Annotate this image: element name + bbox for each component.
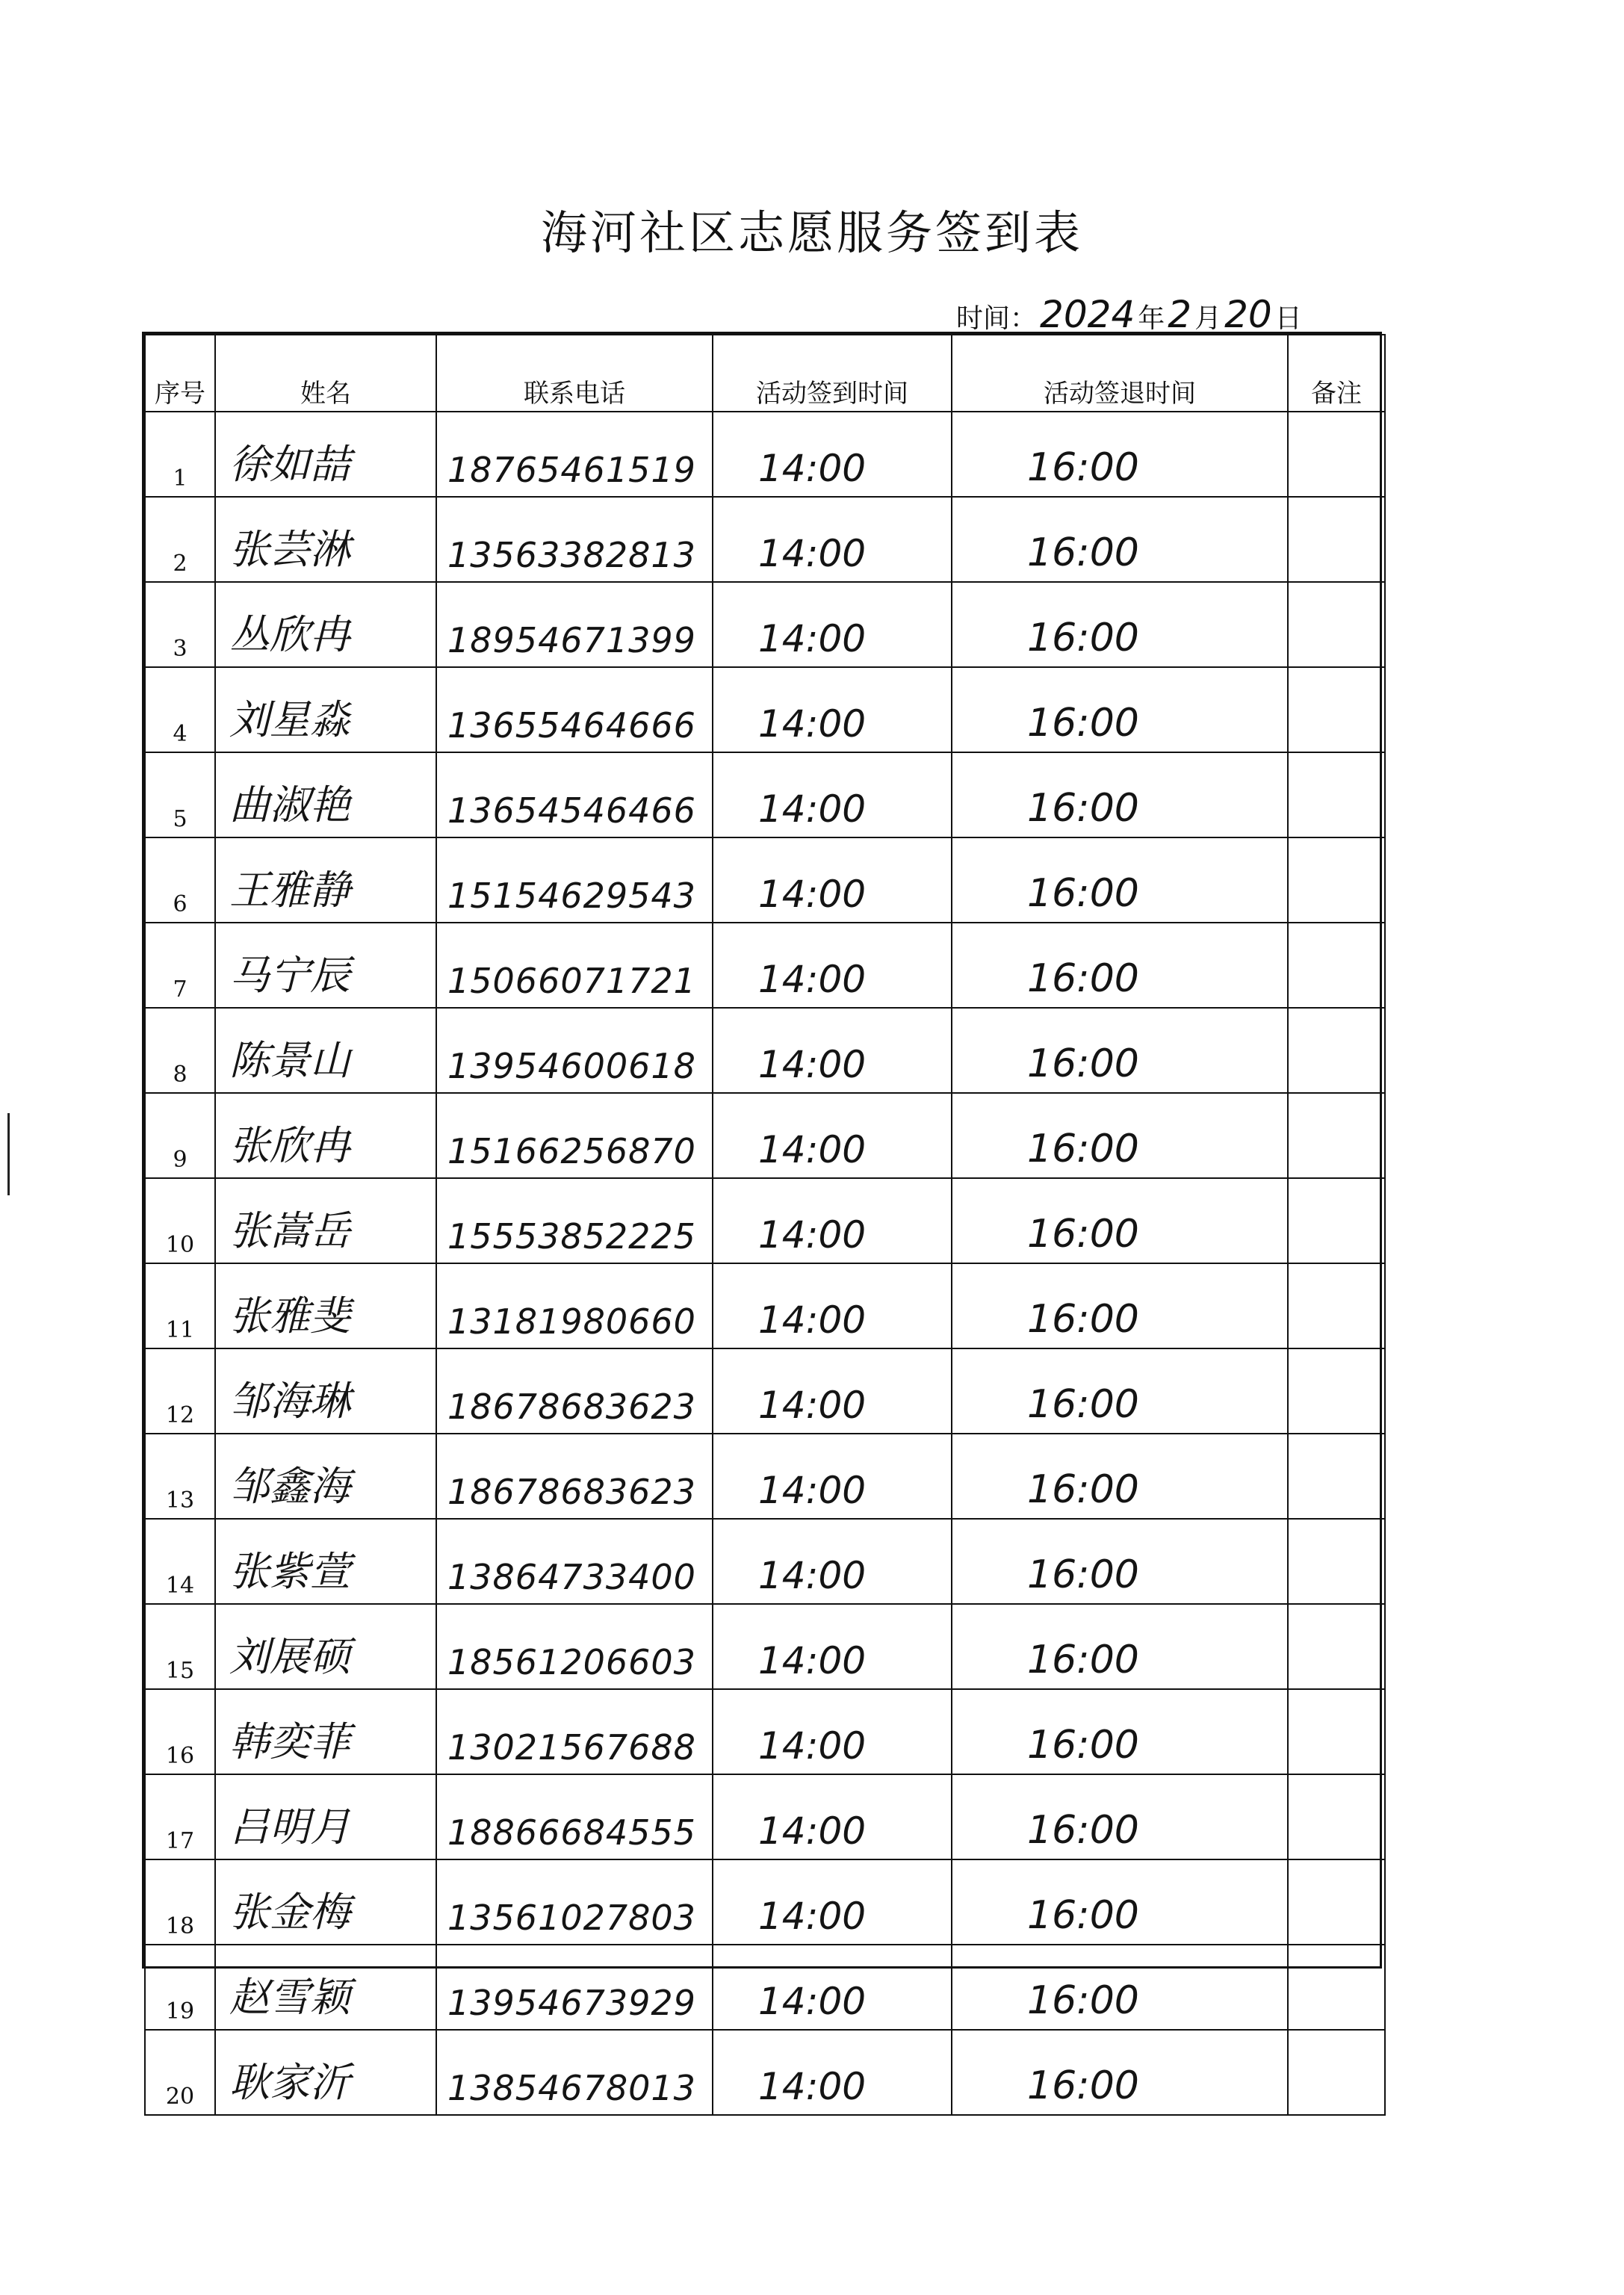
date-day-unit: 日 — [1274, 303, 1302, 334]
row-note — [1288, 923, 1385, 1008]
date-month: 2 — [1168, 293, 1192, 336]
row-check-out: 16:00 — [952, 1774, 1288, 1859]
row-check-out: 16:00 — [952, 837, 1288, 923]
row-name: 邹海琳 — [215, 1348, 436, 1434]
row-check-out: 16:00 — [952, 2030, 1288, 2115]
row-check-in: 14:00 — [713, 1348, 952, 1434]
row-check-in: 14:00 — [713, 667, 952, 752]
row-check-out: 16:00 — [952, 497, 1288, 582]
row-check-in: 14:00 — [713, 1519, 952, 1604]
row-phone: 18678683623 — [436, 1348, 713, 1434]
row-seq: 16 — [145, 1689, 215, 1774]
table-row — [145, 1774, 1385, 1859]
table-row — [145, 1859, 1385, 1945]
row-note — [1288, 1945, 1385, 2030]
row-check-out: 16:00 — [952, 1604, 1288, 1689]
row-check-in: 14:00 — [713, 2030, 952, 2115]
scan-edge-mark — [7, 1113, 10, 1195]
row-seq: 18 — [145, 1859, 215, 1945]
row-check-out: 16:00 — [952, 1434, 1288, 1519]
row-phone: 18561206603 — [436, 1604, 713, 1689]
row-name: 邹鑫海 — [215, 1434, 436, 1519]
row-seq: 3 — [145, 582, 215, 667]
row-check-out: 16:00 — [952, 1859, 1288, 1945]
header-note: 备注 — [1288, 335, 1385, 412]
row-seq: 2 — [145, 497, 215, 582]
row-note — [1288, 1434, 1385, 1519]
row-name: 刘展硕 — [215, 1604, 436, 1689]
row-name: 刘星淼 — [215, 667, 436, 752]
row-phone: 15066071721 — [436, 923, 713, 1008]
header-seq: 序号 — [145, 335, 215, 412]
row-note — [1288, 1263, 1385, 1348]
row-phone: 18866684555 — [436, 1774, 713, 1859]
row-name: 曲淑艳 — [215, 752, 436, 837]
row-check-in: 14:00 — [713, 412, 952, 497]
document-title: 海河社区志愿服务签到表 — [540, 205, 1083, 260]
row-seq: 15 — [145, 1604, 215, 1689]
row-phone: 15553852225 — [436, 1178, 713, 1263]
row-note — [1288, 582, 1385, 667]
row-check-in: 14:00 — [713, 582, 952, 667]
table-row — [145, 582, 1385, 667]
row-check-in: 14:00 — [713, 1689, 952, 1774]
header-name: 姓名 — [215, 335, 436, 412]
row-seq: 13 — [145, 1434, 215, 1519]
row-note — [1288, 1008, 1385, 1093]
row-phone: 15166256870 — [436, 1093, 713, 1178]
row-seq: 6 — [145, 837, 215, 923]
row-check-out: 16:00 — [952, 1093, 1288, 1178]
row-seq: 12 — [145, 1348, 215, 1434]
table-row — [145, 667, 1385, 752]
row-phone: 13021567688 — [436, 1689, 713, 1774]
row-check-in: 14:00 — [713, 1604, 952, 1689]
header-check-in: 活动签到时间 — [713, 335, 952, 412]
row-note — [1288, 837, 1385, 923]
row-check-out: 16:00 — [952, 1178, 1288, 1263]
table-row — [145, 837, 1385, 923]
row-note — [1288, 2030, 1385, 2115]
row-name: 马宁辰 — [215, 923, 436, 1008]
row-note — [1288, 1519, 1385, 1604]
row-note — [1288, 752, 1385, 837]
table-row — [145, 1093, 1385, 1178]
row-seq: 14 — [145, 1519, 215, 1604]
row-name: 张紫萱 — [215, 1519, 436, 1604]
row-name: 张芸淋 — [215, 497, 436, 582]
row-name: 丛欣冉 — [215, 582, 436, 667]
row-check-in: 14:00 — [713, 1859, 952, 1945]
row-check-out: 16:00 — [952, 1008, 1288, 1093]
row-check-out: 16:00 — [952, 667, 1288, 752]
row-seq: 20 — [145, 2030, 215, 2115]
table-row — [145, 1178, 1385, 1263]
row-check-in: 14:00 — [713, 1178, 952, 1263]
row-name: 韩奕菲 — [215, 1689, 436, 1774]
row-seq: 7 — [145, 923, 215, 1008]
row-seq: 8 — [145, 1008, 215, 1093]
row-name: 张金梅 — [215, 1859, 436, 1945]
row-name: 张欣冉 — [215, 1093, 436, 1178]
row-phone: 13954673929 — [436, 1945, 713, 2030]
row-seq: 11 — [145, 1263, 215, 1348]
row-name: 王雅静 — [215, 837, 436, 923]
row-seq: 4 — [145, 667, 215, 752]
row-phone: 13561027803 — [436, 1859, 713, 1945]
row-note — [1288, 497, 1385, 582]
row-check-in: 14:00 — [713, 923, 952, 1008]
row-phone: 18678683623 — [436, 1434, 713, 1519]
row-check-in: 14:00 — [713, 1945, 952, 2030]
row-phone: 18765461519 — [436, 412, 713, 497]
date-year-unit: 年 — [1138, 303, 1165, 334]
row-phone: 13654546466 — [436, 752, 713, 837]
row-phone: 13181980660 — [436, 1263, 713, 1348]
row-check-in: 14:00 — [713, 1093, 952, 1178]
table-row — [145, 1604, 1385, 1689]
row-check-out: 16:00 — [952, 412, 1288, 497]
sign-in-sheet — [142, 332, 1382, 2110]
row-name: 张嵩岳 — [215, 1178, 436, 1263]
date-year: 2024 — [1040, 293, 1135, 336]
row-phone: 13563382813 — [436, 497, 713, 582]
row-name: 吕明月 — [215, 1774, 436, 1859]
table-row — [145, 1519, 1385, 1604]
table-row — [145, 497, 1385, 582]
row-check-in: 14:00 — [713, 1008, 952, 1093]
row-phone: 13864733400 — [436, 1519, 713, 1604]
header-phone: 联系电话 — [436, 335, 713, 412]
row-check-in: 14:00 — [713, 1434, 952, 1519]
row-seq: 17 — [145, 1774, 215, 1859]
row-note — [1288, 1093, 1385, 1178]
row-check-in: 14:00 — [713, 752, 952, 837]
row-check-out: 16:00 — [952, 1945, 1288, 2030]
table-row — [145, 2030, 1385, 2115]
table-header-row — [145, 335, 1385, 412]
table-row — [145, 1263, 1385, 1348]
row-seq: 5 — [145, 752, 215, 837]
row-check-out: 16:00 — [952, 1689, 1288, 1774]
row-note — [1288, 412, 1385, 497]
row-check-in: 14:00 — [713, 1263, 952, 1348]
row-note — [1288, 1604, 1385, 1689]
row-note — [1288, 667, 1385, 752]
row-check-out: 16:00 — [952, 1263, 1288, 1348]
date-line — [956, 293, 1302, 338]
sign-in-table — [144, 334, 1386, 2116]
row-check-in: 14:00 — [713, 837, 952, 923]
row-phone: 13854678013 — [436, 2030, 713, 2115]
date-month-unit: 月 — [1194, 303, 1222, 334]
row-phone: 13655464666 — [436, 667, 713, 752]
table-row — [145, 1434, 1385, 1519]
row-note — [1288, 1689, 1385, 1774]
row-check-in: 14:00 — [713, 1774, 952, 1859]
date-day: 20 — [1224, 293, 1272, 336]
table-row — [145, 1008, 1385, 1093]
row-seq: 9 — [145, 1093, 215, 1178]
row-check-in: 14:00 — [713, 497, 952, 582]
row-note — [1288, 1178, 1385, 1263]
row-phone: 13954600618 — [436, 1008, 713, 1093]
row-phone: 18954671399 — [436, 582, 713, 667]
row-seq: 10 — [145, 1178, 215, 1263]
row-note — [1288, 1859, 1385, 1945]
row-seq: 1 — [145, 412, 215, 497]
row-seq: 19 — [145, 1945, 215, 2030]
row-name: 赵雪颖 — [215, 1945, 436, 2030]
table-row — [145, 1689, 1385, 1774]
table-row — [145, 1945, 1385, 2030]
table-row — [145, 1348, 1385, 1434]
row-check-out: 16:00 — [952, 1348, 1288, 1434]
row-phone: 15154629543 — [436, 837, 713, 923]
row-name: 耿家沂 — [215, 2030, 436, 2115]
table-row — [145, 752, 1385, 837]
row-check-out: 16:00 — [952, 1519, 1288, 1604]
table-row — [145, 923, 1385, 1008]
row-name: 徐如喆 — [215, 412, 436, 497]
row-name: 陈景山 — [215, 1008, 436, 1093]
row-check-out: 16:00 — [952, 752, 1288, 837]
header-check-out: 活动签退时间 — [952, 335, 1288, 412]
row-note — [1288, 1774, 1385, 1859]
row-name: 张雅斐 — [215, 1263, 436, 1348]
row-check-out: 16:00 — [952, 582, 1288, 667]
row-note — [1288, 1348, 1385, 1434]
date-label: 时间： — [956, 303, 1038, 334]
table-row — [145, 412, 1385, 497]
row-check-out: 16:00 — [952, 923, 1288, 1008]
